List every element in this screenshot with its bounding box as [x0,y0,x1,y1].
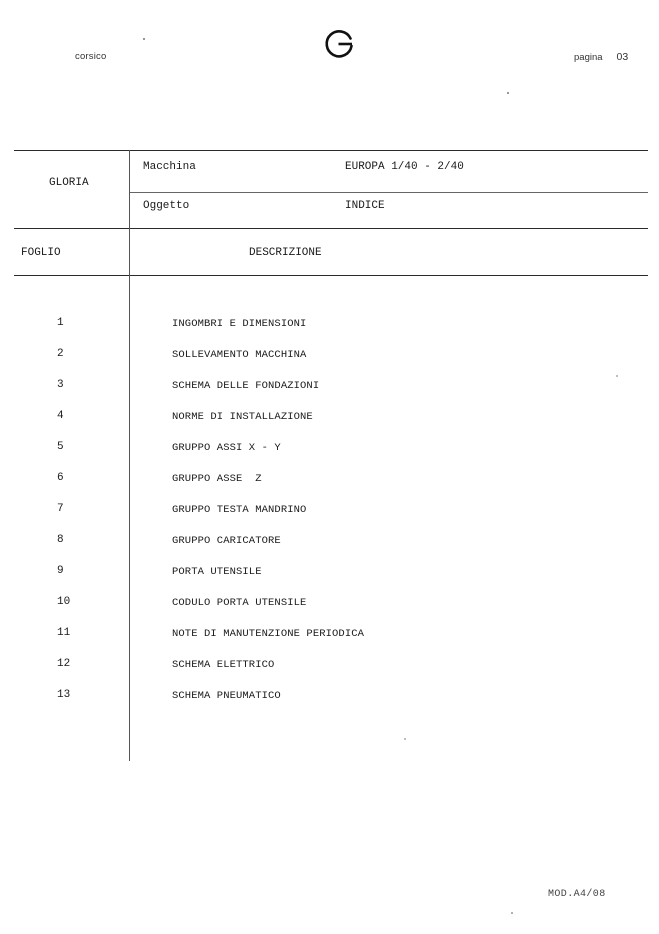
sheet-number: 8 [57,534,64,546]
scan-speck [404,738,406,740]
page-number: 03 [616,51,629,63]
sheet-number: 1 [57,317,64,329]
sheet-number: 2 [57,348,64,360]
machine-value: EUROPA 1/40 - 2/40 [345,161,464,173]
scan-speck [507,92,509,94]
scan-speck [616,375,618,377]
column-header-descrizione: DESCRIZIONE [249,247,322,259]
sheet-number: 3 [57,379,64,391]
sheet-description: GRUPPO CARICATORE [172,535,281,547]
location-label: corsico [75,51,107,62]
form-code: MOD.A4/08 [548,889,606,900]
scan-speck [143,38,145,40]
sheet-number: 7 [57,503,64,515]
sheet-description: SCHEMA PNEUMATICO [172,690,281,702]
scan-speck [511,912,513,914]
sheet-description: CODULO PORTA UTENSILE [172,597,307,609]
sheet-number: 10 [57,596,71,608]
sheet-number: 13 [57,689,71,701]
divider [129,192,648,193]
sheet-number: 12 [57,658,71,670]
sheet-description: GRUPPO ASSE Z [172,473,262,485]
sheet-number: 5 [57,441,64,453]
company-name: GLORIA [49,177,89,189]
sheet-description: GRUPPO ASSI X - Y [172,442,281,454]
subject-label: Oggetto [143,200,190,212]
subject-value: INDICE [345,200,385,212]
machine-label: Macchina [143,161,196,173]
page-indicator [574,51,628,63]
circle-g-logo-icon [322,27,356,61]
sheet-description: PORTA UTENSILE [172,566,262,578]
sheet-description: SCHEMA DELLE FONDAZIONI [172,380,320,392]
divider [14,150,648,151]
page-label: pagina [574,52,603,63]
sheet-description: INGOMBRI E DIMENSIONI [172,318,307,330]
sheet-description: NORME DI INSTALLAZIONE [172,411,313,423]
sheet-number: 9 [57,565,64,577]
sheet-description: GRUPPO TESTA MANDRINO [172,504,307,516]
sheet-number: 4 [57,410,64,422]
column-header-foglio: FOGLIO [21,247,61,259]
sheet-description: NOTE DI MANUTENZIONE PERIODICA [172,628,365,640]
sheet-description: SCHEMA ELETTRICO [172,659,275,671]
divider [14,275,648,276]
sheet-description: SOLLEVAMENTO MACCHINA [172,349,307,361]
column-divider [129,150,130,761]
sheet-number: 6 [57,472,64,484]
divider [14,228,648,229]
sheet-number: 11 [57,627,71,639]
